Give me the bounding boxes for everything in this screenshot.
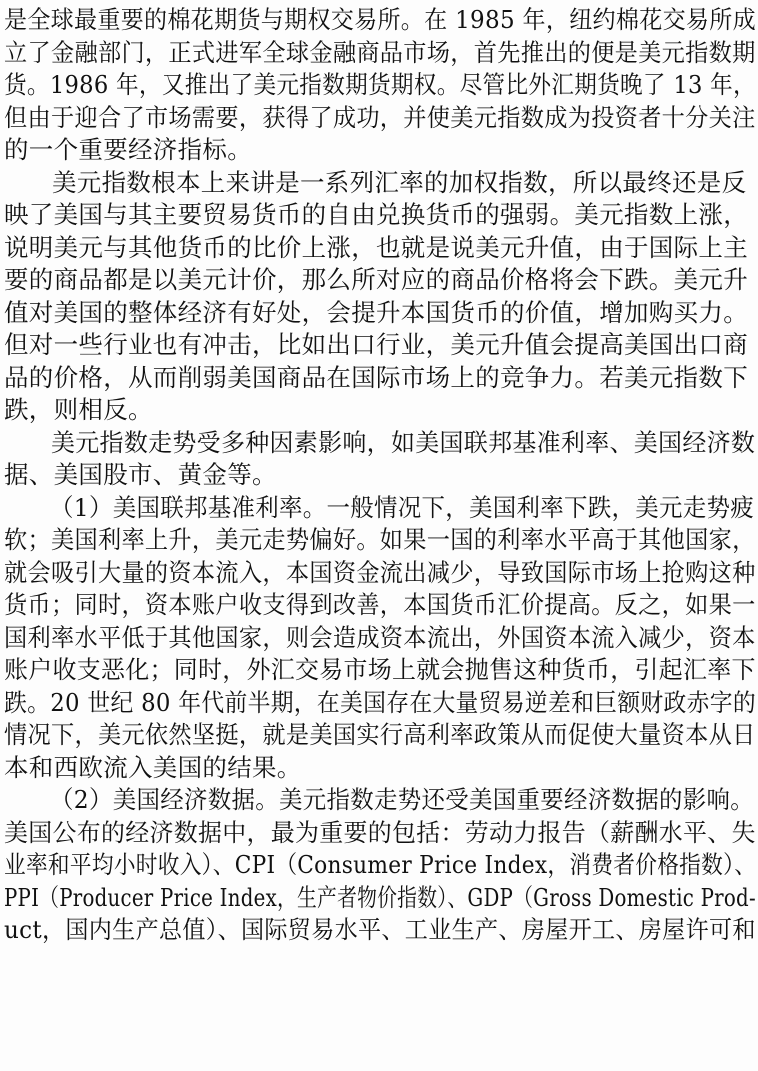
text-line: 账户收支恶化；同时，外汇交易市场上就会抛售这种货币，引起汇率下 <box>4 655 756 684</box>
text-line: 美元指数根本上来讲是一系列汇率的加权指数，所以最终还是反 <box>52 167 747 197</box>
text-line: 但对一些行业也有冲击，比如出口行业，美元升值会提高美国出口商 <box>4 330 748 359</box>
text-line: （2）美国经济数据。美元指数走势还受美国重要经济数据的影响。 <box>49 785 755 814</box>
text-line: PPI（Producer Price Index，生产者物价指数）、GDP（Gross Domestic Prod- <box>4 882 756 912</box>
text-line: 立了金融部门，正式进军全球金融商品市场，首先推出的便是美元指数期 <box>4 37 756 67</box>
text-line: 但由于迎合了市场需要，获得了成功，并使美元指数成为投资者十分关注 <box>4 102 756 132</box>
text-line: 跌，则相反。 <box>4 395 153 424</box>
text-line: 国利率水平低于其他国家，则会造成资本流出，外国资本流入减少，资本 <box>4 622 756 652</box>
body-text <box>4 4 756 947</box>
text-line: 美国公布的经济数据中，最为重要的包括：劳动力报告（薪酬水平、失 <box>4 817 756 847</box>
text-line: 本和西欧流入美国的结果。 <box>4 752 302 782</box>
text-line: 据、美国股市、黄金等。 <box>4 460 277 489</box>
text-line: 的一个重要经济指标。 <box>4 135 252 164</box>
text-line: 品的价格，从而削弱美国商品在国际市场上的竞争力。若美元指数下 <box>4 362 748 392</box>
text-line: 值对美国的整体经济有好处，会提升本国货币的价值，增加购买力。 <box>4 297 748 327</box>
text-line: 货。1986 年，又推出了美元指数期货期权。尽管比外汇期货晚了 13 年， <box>4 70 756 99</box>
text-line: 映了美国与其主要贸易货币的自由兑换货币的强弱。美元指数上涨， <box>4 200 748 229</box>
text-line: 软；美国利率上升，美元走势偏好。如果一国的利率水平高于其他国家， <box>4 525 756 554</box>
text-line: 情况下，美元依然坚挺，就是美国实行高利率政策从而促使大量资本从日 <box>4 720 756 749</box>
text-line: 要的商品都是以美元计价，那么所对应的商品价格将会下跌。美元升 <box>4 265 748 294</box>
text-line: 跌。20 世纪 80 年代前半期，在美国存在大量贸易逆差和巨额财政赤字的 <box>4 687 756 717</box>
text-line: uct，国内生产总值）、国际贸易水平、工业生产、房屋开工、房屋许可和 <box>4 915 756 944</box>
text-line: 就会吸引大量的资本流入，本国资金流出减少，导致国际市场上抢购这种 <box>4 557 756 587</box>
text-line: 说明美元与其他货币的比价上涨，也就是说美元升值，由于国际上主 <box>4 232 748 262</box>
text-line: 业率和平均小时收入）、CPI（Consumer Price Index，消费者价格指数）、 <box>4 850 757 879</box>
text-line: 是全球最重要的棉花期货与期权交易所。在 1985 年，纽约棉花交易所成 <box>4 5 756 34</box>
text-line: 美元指数走势受多种因素影响，如美国联邦基准利率、美国经济数 <box>50 427 756 457</box>
text-line: 货币；同时，资本账户收支得到改善，本国货币汇价提高。反之，如果一 <box>4 590 756 619</box>
text-line: （1）美国联邦基准利率。一般情况下，美国利率下跌，美元走势疲 <box>49 492 755 522</box>
